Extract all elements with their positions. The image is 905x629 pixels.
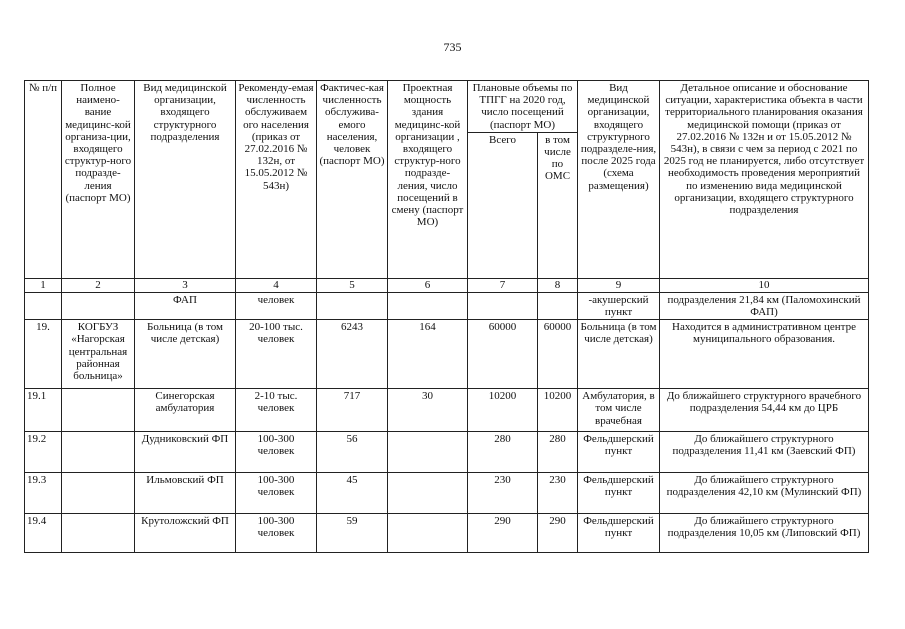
row-actual: 59 [317,514,388,553]
row-description: До ближайшего структурного подразделения 11,41 км (Заевский ФП) [660,432,869,473]
row-org-type: Больница (в том числе детская) [135,320,236,389]
row-description: До ближайшего структурного подразделения 42,10 км (Мулинский ФП) [660,473,869,514]
row-recommended: 100-300 человек [236,473,317,514]
header-recommended-population: Рекоменду-емая численность обслуживаем ого населения (приказ от 27.02.2016 № 132н, от 15.05.2012 № 543н) [236,81,317,279]
row-recommended: 100-300 человек [236,514,317,553]
row-org-type: Синегорская амбулатория [135,389,236,432]
row-recommended: человек [236,292,317,319]
row-org-name [62,292,135,319]
row-capacity [388,292,468,319]
row-description: До ближайшего структурного подразделения 10,05 км (Липовский ФП) [660,514,869,553]
row-actual: 56 [317,432,388,473]
header-org-type: Вид медицинской организации, входящего структурного подразделения [135,81,236,279]
column-numbers-row [25,278,869,292]
row-org-name [62,389,135,432]
row-after-2025: Амбулатория, в том числе врачебная [578,389,660,432]
table-row [25,514,869,553]
row-number: 19.2 [25,432,62,473]
row-after-2025: Фельдшерский пункт [578,432,660,473]
row-description: До ближайшего структурного врачебного подразделения 54,44 км до ЦРБ [660,389,869,432]
column-number: 5 [317,278,388,292]
row-org-name: КОГБУЗ «Нагорская центральная районная больница» [62,320,135,389]
row-org-type: Ильмовский ФП [135,473,236,514]
table-row [25,320,869,389]
header-description: Детальное описание и обоснование ситуации, характеристика объекта в части территориального планирования оказания медицинской помощи (приказ от 27.02.2016 № 132н и от 15.05.2012 № 543н), в связи с чем за период с 2021 по 2025 год не планируется, либо отсутствует необходимость проведения мероприятий по изменению вида медицинской организации, входящего структурного подразделения [660,81,869,279]
row-number: 19. [25,320,62,389]
row-org-type: Дудниковский ФП [135,432,236,473]
row-org-type: ФАП [135,292,236,319]
row-org-name [62,432,135,473]
row-number: 19.1 [25,389,62,432]
column-number: 2 [62,278,135,292]
header-number: № п/п [25,81,62,279]
column-number: 4 [236,278,317,292]
row-description: подразделения 21,84 км (Паломохинский ФАП) [660,292,869,319]
row-total: 230 [468,473,538,514]
row-oms: 280 [538,432,578,473]
column-number: 1 [25,278,62,292]
row-total: 290 [468,514,538,553]
row-recommended: 2-10 тыс. человек [236,389,317,432]
header-row [25,81,869,133]
header-type-after-2025: Вид медицинской организации, входящего структурного подразделе-ния, после 2025 года (схема размещения) [578,81,660,279]
row-after-2025: Фельдшерский пункт [578,473,660,514]
row-total: 60000 [468,320,538,389]
row-actual: 45 [317,473,388,514]
row-org-name [62,514,135,553]
row-after-2025: Больница (в том числе детская) [578,320,660,389]
header-total: Всего [468,132,538,278]
header-org-name: Полное наимено-вание медицинс-кой организа-ции, входящего структур-ного подразде-ления (паспорт МО) [62,81,135,279]
row-oms: 10200 [538,389,578,432]
row-oms: 290 [538,514,578,553]
column-number: 7 [468,278,538,292]
column-number: 9 [578,278,660,292]
row-total: 280 [468,432,538,473]
row-recommended: 100-300 человек [236,432,317,473]
column-number: 6 [388,278,468,292]
medical-organizations-table [24,80,869,553]
table-row [25,292,869,319]
table-row [25,432,869,473]
row-recommended: 20-100 тыс. человек [236,320,317,389]
row-description: Находится в административном центре муниципального образования. [660,320,869,389]
header-oms: в том числе по ОМС [538,132,578,278]
row-capacity: 30 [388,389,468,432]
column-number: 3 [135,278,236,292]
table-row [25,473,869,514]
column-number: 8 [538,278,578,292]
row-actual: 6243 [317,320,388,389]
row-number: 19.3 [25,473,62,514]
header-capacity: Проектная мощность здания медицинс-кой организации , входящего структур-ного подразде-ления, число посещений в смену (паспорт МО) [388,81,468,279]
row-capacity [388,514,468,553]
row-capacity: 164 [388,320,468,389]
row-org-name [62,473,135,514]
row-after-2025: -акушерский пункт [578,292,660,319]
row-actual: 717 [317,389,388,432]
row-after-2025: Фельдшерский пункт [578,514,660,553]
row-actual [317,292,388,319]
header-planned-volumes: Плановые объемы по ТПГГ на 2020 год, число посещений (паспорт МО) [468,81,578,133]
row-oms: 230 [538,473,578,514]
table-row [25,389,869,432]
row-number [25,292,62,319]
row-total: 10200 [468,389,538,432]
row-capacity [388,473,468,514]
row-oms [538,292,578,319]
row-total [468,292,538,319]
row-oms: 60000 [538,320,578,389]
row-capacity [388,432,468,473]
column-number: 10 [660,278,869,292]
row-org-type: Крутоложский ФП [135,514,236,553]
row-number: 19.4 [25,514,62,553]
header-actual-population: Фактичес-кая численность обслужива-емого населения, человек (паспорт МО) [317,81,388,279]
page-number: 735 [443,40,462,54]
